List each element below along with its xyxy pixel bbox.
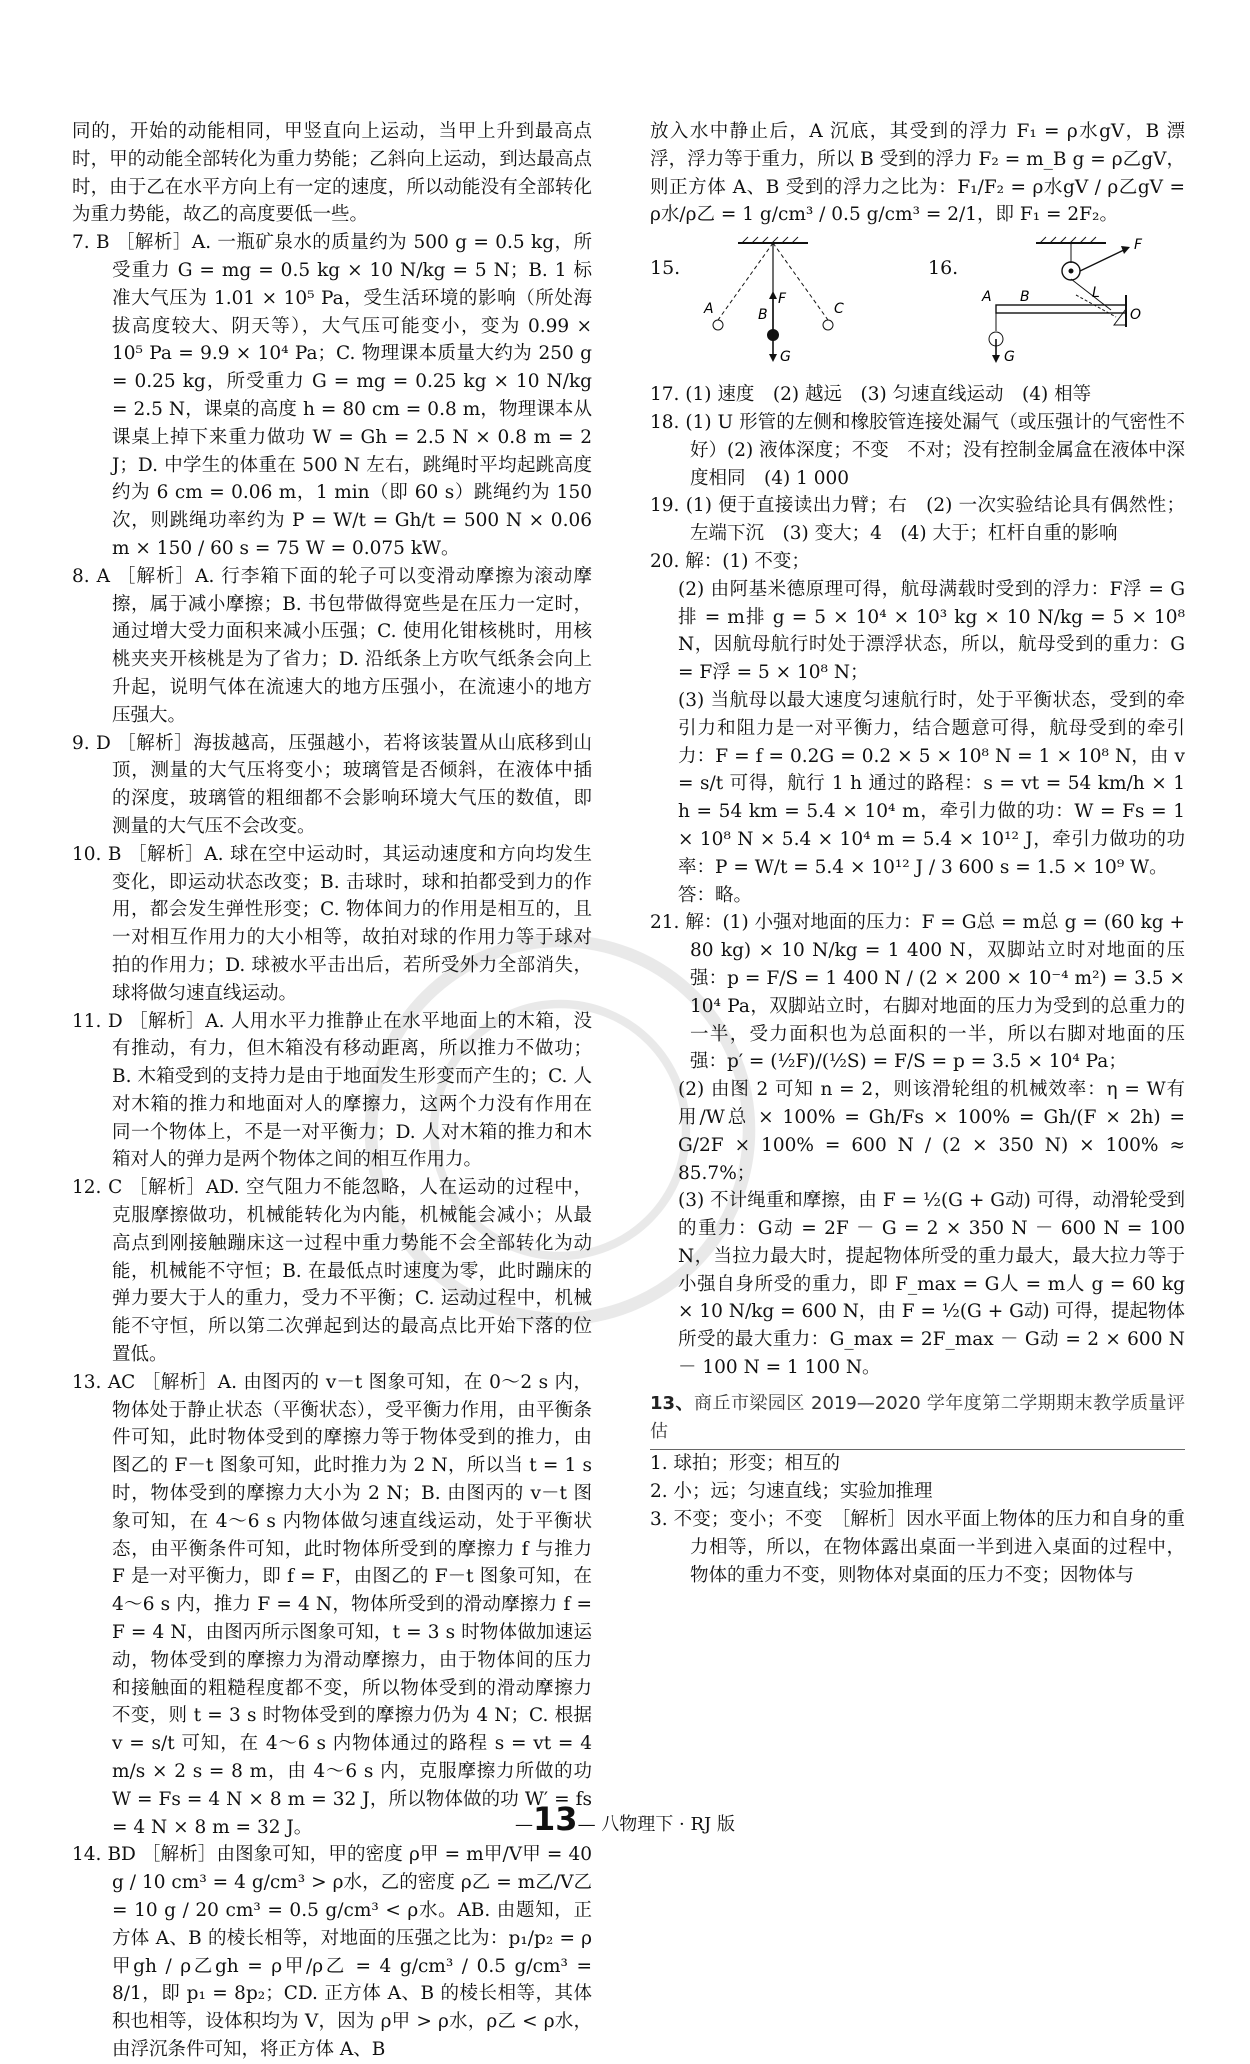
diagram-16-lever	[976, 235, 1156, 365]
section-title-text: 商丘市梁园区 2019—2020 学年度第二学期期末教学质量评估	[650, 1392, 1185, 1442]
diagram-row	[650, 235, 1185, 375]
diagram-15-f: F	[778, 291, 787, 308]
page-footer: —13— 八物理下 · RJ 版	[515, 1800, 735, 1838]
answer-9: 9. D ［解析］海拔越高，压强越小，若将该装置从山底移到山顶，测量的大气压将变小；玻璃管是否倾斜，在液体中插的深度，玻璃管的粗细都不会影响环境大气压的数值，即测量的大气压不会改变。	[72, 732, 592, 837]
section-answer-3: 3. 不变；变小；不变 ［解析］因水平面上物体的压力和自身的重力相等，所以，在物体露出桌面一半到进入桌面的过程中，物体的重力不变，则物体对桌面的压力不变；因物体与	[650, 1509, 1185, 1586]
section-answer-2: 2. 小；远；匀速直线；实验加推理	[650, 1481, 933, 1503]
diagram-16-f: F	[1134, 237, 1143, 254]
page-number: 13	[533, 1800, 578, 1838]
section-answer-1: 1. 球拍；形变；相互的	[650, 1453, 841, 1475]
diagram-15-c: C	[834, 301, 844, 318]
answer-21-part2: (2) 由图 2 可知 n = 2，则该滑轮组的机械效率：η = W有用/W总 × 100% = Gh/Fs × 100% = Gh/(F × 2h) = G/2F × 100% = 600 N / (2 × 350 N) × 100% ≈ 85.7%；	[678, 1079, 1185, 1184]
answer-10: 10. B ［解析］A. 球在空中运动时，其运动速度和方向均发生变化，即运动状态改变；B. 击球时，球和拍都受到力的作用，都会发生弹性形变；C. 物体间力的作用是相互的，且一对相互作用力的大小相等，故拍对球的作用力等于球对拍的作用力；D. 球被水平击出后，若所受外力全部消失，球将做匀速直线运动。	[72, 843, 592, 1004]
answer-20-part2: (2) 由阿基米德原理可得，航母满载时受到的浮力：F浮 = G排 = m排 g = 5 × 10⁴ × 10³ kg × 10 N/kg = 5 × 10⁸ N，因航母航行时处于漂浮状态，所以，航母受到的重力：G = F浮 = 5 × 10⁸ N；	[678, 578, 1185, 684]
diagram-16-l: L	[1092, 285, 1100, 302]
diagram-16-label: 16.	[928, 257, 959, 280]
edition-label: 八物理下 · RJ 版	[601, 1814, 735, 1835]
answer-19: 19. (1) 便于直接读出力臂；右 (2) 一次实验结论具有偶然性；左端下沉 (3) 变大；4 (4) 大于；杠杆自重的影响	[650, 495, 1185, 545]
answer-20-part4: 答：略。	[678, 884, 753, 906]
diagram-15-pendulum	[698, 235, 868, 365]
answer-7: 7. B ［解析］A. 一瓶矿泉水的质量约为 500 g = 0.5 kg，所受重力 G = mg = 0.5 kg × 10 N/kg = 5 N；B. 1 标准大气压为 1.01 × 10⁵ Pa，受生活环境的影响（所处海拔高度较大、阴天等），大气压可能变小，变为 0.99 × 10⁵ Pa = 9.9 × 10⁴ Pa；C. 物理课本质量大约为 250 g = 0.25 kg，所受重力 G = mg = 0.25 kg × 10 N/kg = 2.5 N，课桌的高度 h = 80 cm = 0.8 m，物理课本从课桌上掉下来重力做功 W = Gh = 2.5 N × 0.8 m = 2 J；D. 中学生的体重在 500 N 左右，跳绳时平均起跳高度约为 6 cm = 0.06 m，1 min（即 60 s）跳绳约为 150 次，则跳绳功率约为 P = W/t = Gh/t = 500 N × 0.06 m × 150 / 60 s = 75 W = 0.075 kW。	[72, 232, 592, 559]
diagram-15-b: B	[758, 307, 768, 324]
answer-12: 12. C ［解析］AD. 空气阻力不能忽略，人在运动的过程中，克服摩擦做功，机械能转化为内能，机械能会减小；从最高点到刚接触蹦床这一过程中重力势能不会全部转化为动能，机械能不守恒；B. 在最低点时速度为零，此时蹦床的弹力要大于人的重力，受力不平衡；C. 运动过程中，机械能不守恒，所以第二次弹起到达的最高点比开始下落的位置低。	[72, 1177, 592, 1366]
answer-13: 13. AC ［解析］A. 由图丙的 v－t 图象可知，在 0～2 s 内，物体处于静止状态（平衡状态），受平衡力作用，由平衡条件可知，此时物体受到的摩擦力等于物体受到的推力，由图乙的 F－t 图象可知，此时推力为 2 N，所以当 t = 1 s 时，物体受到的摩擦力大小为 2 N；B. 由图丙的 v－t 图象可知，在 4～6 s 内物体做匀速直线运动，处于平衡状态，由平衡条件可知，此时物体所受到的摩擦力 f 与推力 F 是一对平衡力，即 f = F，由图乙的 F－t 图象可知，在 4～6 s 内，推力 F = 4 N，物体所受到的滑动摩擦力 f = F = 4 N，由图丙所示图象可知，t = 3 s 时物体做加速运动，物体受到的摩擦力为滑动摩擦力，由于物体间的压力和接触面的粗糙程度都不变，所以物体受到的滑动摩擦力不变，则 t = 3 s 时物体受到的摩擦力仍为 4 N；C. 根据 v = s/t 可知，在 4～6 s 内物体通过的路程 s = vt = 4 m/s × 2 s = 8 m，由 4～6 s 内，克服摩擦力所做的功 W = Fs = 4 N × 8 m = 32 J，所以物体做的功 W′ = fs = 4 N × 8 m = 32 J。	[72, 1371, 592, 1838]
diagram-16-g: G	[1004, 349, 1015, 366]
diagram-15-label: 15.	[650, 257, 681, 280]
answer-8: 8. A ［解析］A. 行李箱下面的轮子可以变滑动摩擦为滚动摩擦，属于减小摩擦；B. 书包带做得宽些是在压力一定时，通过增大受力面积来减小压强；C. 使用化钳核桃时，用核桃夹夹开核桃是为了省力；D. 沿纸条上方吹气纸条会向上升起，说明气体在流速大的地方压强小，在流速小的地方压强大。	[72, 565, 592, 726]
answer-20-part1: 20. 解：(1) 不变；	[650, 550, 810, 572]
answer-21-part3: (3) 不计绳重和摩擦，由 F = ½(G + G动) 可得，动滑轮受到的重力：G动 = 2F － G = 2 × 350 N － 600 N = 100 N，当拉力最大时，提起物体所受的重力最大，最大拉力等于小强自身所受的重力，即 F_max = G人 = m人 g = 60 kg × 10 N/kg = 600 N，由 F = ½(G + G动) 可得，提起物体所受的最大重力：G_max = 2F_max － G动 = 2 × 600 N － 100 N = 1 100 N。	[678, 1190, 1185, 1379]
answer-11: 11. D ［解析］A. 人用水平力推静止在水平地面上的木箱，没有推动，有力，但木箱没有移动距离，所以推力不做功；B. 木箱受到的支持力是由于地面发生形变而产生的；C. 人对木箱的推力和地面对人的摩擦力，这两个力没有作用在同一个物体上，不是一对平衡力；D. 人对木箱的推力和木箱对人的弹力是两个物体之间的相互作用力。	[72, 1010, 592, 1171]
right-column	[650, 118, 1185, 1589]
answer-18: 18. (1) U 形管的左侧和橡胶管连接处漏气（或压强计的气密性不好）(2) 液体深度；不变 不对；没有控制金属盒在液体中深度相同 (4) 1 000	[650, 411, 1185, 489]
answer-20-part3: (3) 当航母以最大速度匀速航行时，处于平衡状态，受到的牵引力和阻力是一对平衡力，结合题意可得，航母受到的牵引力：F = f = 0.2G = 0.2 × 5 × 10⁸ N = 1 × 10⁸ N，由 v = s/t 可得，航行 1 h 通过的路程：s = vt = 54 km/h × 1 h = 54 km = 5.4 × 10⁴ m，牵引力做的功：W = Fs = 1 × 10⁸ N × 5.4 × 10⁴ m = 5.4 × 10¹² J，牵引力做功的功率：P = W/t = 5.4 × 10¹² J / 3 600 s = 1.5 × 10⁹ W。	[678, 689, 1185, 878]
left-column	[72, 118, 592, 2064]
answer-21-part1: 21. 解：(1) 小强对地面的压力：F = G总 = m总 g = (60 kg + 80 kg) × 10 N/kg = 1 400 N，双脚站立时对地面的压强：p = F/S = 1 400 N / (2 × 200 × 10⁻⁴ m²) = 3.5 × 10⁴ Pa，双脚站立时，右脚对地面的压力为受到的总重力的一半，受力面积也为总面积的一半，所以右脚对地面的压强：p′ = (½F)/(½S) = F/S = p = 3.5 × 10⁴ Pa；	[650, 912, 1185, 1073]
answer-17: 17. (1) 速度 (2) 越远 (3) 匀速直线运动 (4) 相等	[650, 384, 1092, 406]
section-heading	[650, 1390, 1185, 1451]
diagram-16-o: O	[1130, 307, 1142, 324]
diagram-16-b: B	[1020, 289, 1030, 306]
diagram-16-a: A	[982, 289, 992, 306]
answer-14: 14. BD ［解析］由图象可知，甲的密度 ρ甲 = m甲/V甲 = 40 g / 10 cm³ = 4 g/cm³ > ρ水，乙的密度 ρ乙 = m乙/V乙 = 10 g / 20 cm³ = 0.5 g/cm³ < ρ水。AB. 由题知，正方体 A、B 的棱长相等，对地面的压强之比为：p₁/p₂ = ρ甲gh / ρ乙gh = ρ甲/ρ乙 = 4 g/cm³ / 0.5 g/cm³ = 8/1，即 p₁ = 8p₂；CD. 正方体 A、B 的棱长相等，其体积也相等，设体积均为 V，因为 ρ甲 > ρ水，ρ乙 < ρ水，由浮沉条件可知，将正方体 A、B	[72, 1844, 592, 2060]
right-paragraph-continuation: 放入水中静止后，A 沉底，其受到的浮力 F₁ = ρ水gV，B 漂浮，浮力等于重力，所以 B 受到的浮力 F₂ = m_B g = ρ乙gV，则正方体 A、B 受到的浮力之比为：F₁/F₂ = ρ水gV / ρ乙gV = ρ水/ρ乙 = 1 g/cm³ / 0.5 g/cm³ = 2/1，即 F₁ = 2F₂。	[650, 121, 1185, 226]
section-number: 13、	[650, 1392, 694, 1414]
diagram-15-a: A	[704, 301, 714, 318]
diagram-15-g: G	[780, 349, 791, 366]
left-paragraph-continuation: 同的，开始的动能相同，甲竖直向上运动，当甲上升到最高点时，甲的动能全部转化为重力势能；乙斜向上运动，到达最高点时，由于乙在水平方向上有一定的速度，所以动能没有全部转化为重力势能，故乙的高度要低一些。	[72, 121, 592, 226]
